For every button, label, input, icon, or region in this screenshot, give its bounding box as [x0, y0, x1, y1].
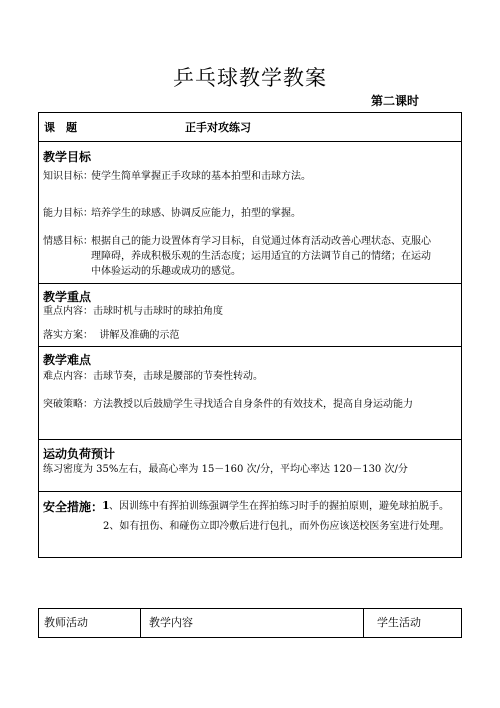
student-activity-header: 学生活动: [377, 616, 421, 629]
key-points-section: [39, 283, 461, 347]
lesson-plan-table: [38, 112, 462, 558]
emotion-text-line: 根据自己的能力设置体育学习目标，自觉通过体育活动改善心理状态、克服心: [91, 236, 431, 247]
key-points-content: 重点内容：击球时机与击球时的球拍角度: [43, 306, 223, 317]
emotion-text-line: 理障碍，养成积极乐观的生活态度；运用适宜的方法调节自己的情绪；在运动: [91, 251, 431, 262]
difficulties-heading: 教学难点: [43, 353, 92, 367]
objectives-section: [39, 141, 461, 284]
load-section: [39, 439, 461, 492]
difficulties-content: 难点内容：击球节奏，击球是腰部的节奏性转动。: [43, 371, 263, 382]
safety-label: 安全措施：: [43, 500, 104, 514]
column-divider: [363, 609, 364, 637]
safety-item-number: 1: [102, 499, 110, 512]
topic-row: [39, 113, 461, 141]
teaching-content-header: 教学内容: [149, 616, 193, 629]
ability-text: 培养学生的球感、协调反应能力，拍型的掌握。: [91, 208, 301, 219]
column-divider: [140, 609, 141, 637]
load-heading: 运动负荷预计: [43, 447, 116, 461]
key-points-heading: 教学重点: [43, 290, 92, 304]
safety-item-1: 、因训练中有挥拍训练强调学生在挥拍练习时手的握拍原则，避免球拍脱手。: [109, 501, 449, 512]
key-points-plan: 落实方案： 讲解及准确的示范: [43, 330, 180, 341]
load-text: 练习密度为 35%左右，最高心率为 15－160 次/分，平均心率达 120－130 次/分: [43, 464, 408, 475]
knowledge-text: 使学生简单掌握正手攻球的基本拍型和击球方法。: [91, 171, 311, 182]
objectives-heading: 教学目标: [43, 150, 92, 164]
difficulties-strategy: 突破策略：方法教授以后鼓励学生寻找适合自身条件的有效技术，提高自身运动能力: [43, 399, 413, 410]
safety-item-2: 2、如有扭伤、和碰伤立即冷敷后进行包扎，而外伤应该送校医务室进行处理。: [103, 521, 450, 532]
emotion-label: 情感目标：: [43, 236, 93, 247]
knowledge-label: 知识目标：: [43, 171, 93, 182]
difficulties-section: [39, 346, 461, 440]
activity-table-header: [38, 608, 462, 638]
safety-section: [39, 491, 461, 558]
document-title: 乒乓球教学教案: [173, 66, 327, 90]
teacher-activity-header: 教师活动: [44, 616, 88, 629]
lesson-number: 第二课时: [371, 94, 420, 108]
emotion-text-line: 中体验运动的乐趣或成功的感觉。: [91, 266, 241, 277]
ability-label: 能力目标：: [43, 208, 93, 219]
topic-value: 正手对攻练习: [185, 121, 251, 134]
topic-label: 课 题: [44, 121, 77, 134]
